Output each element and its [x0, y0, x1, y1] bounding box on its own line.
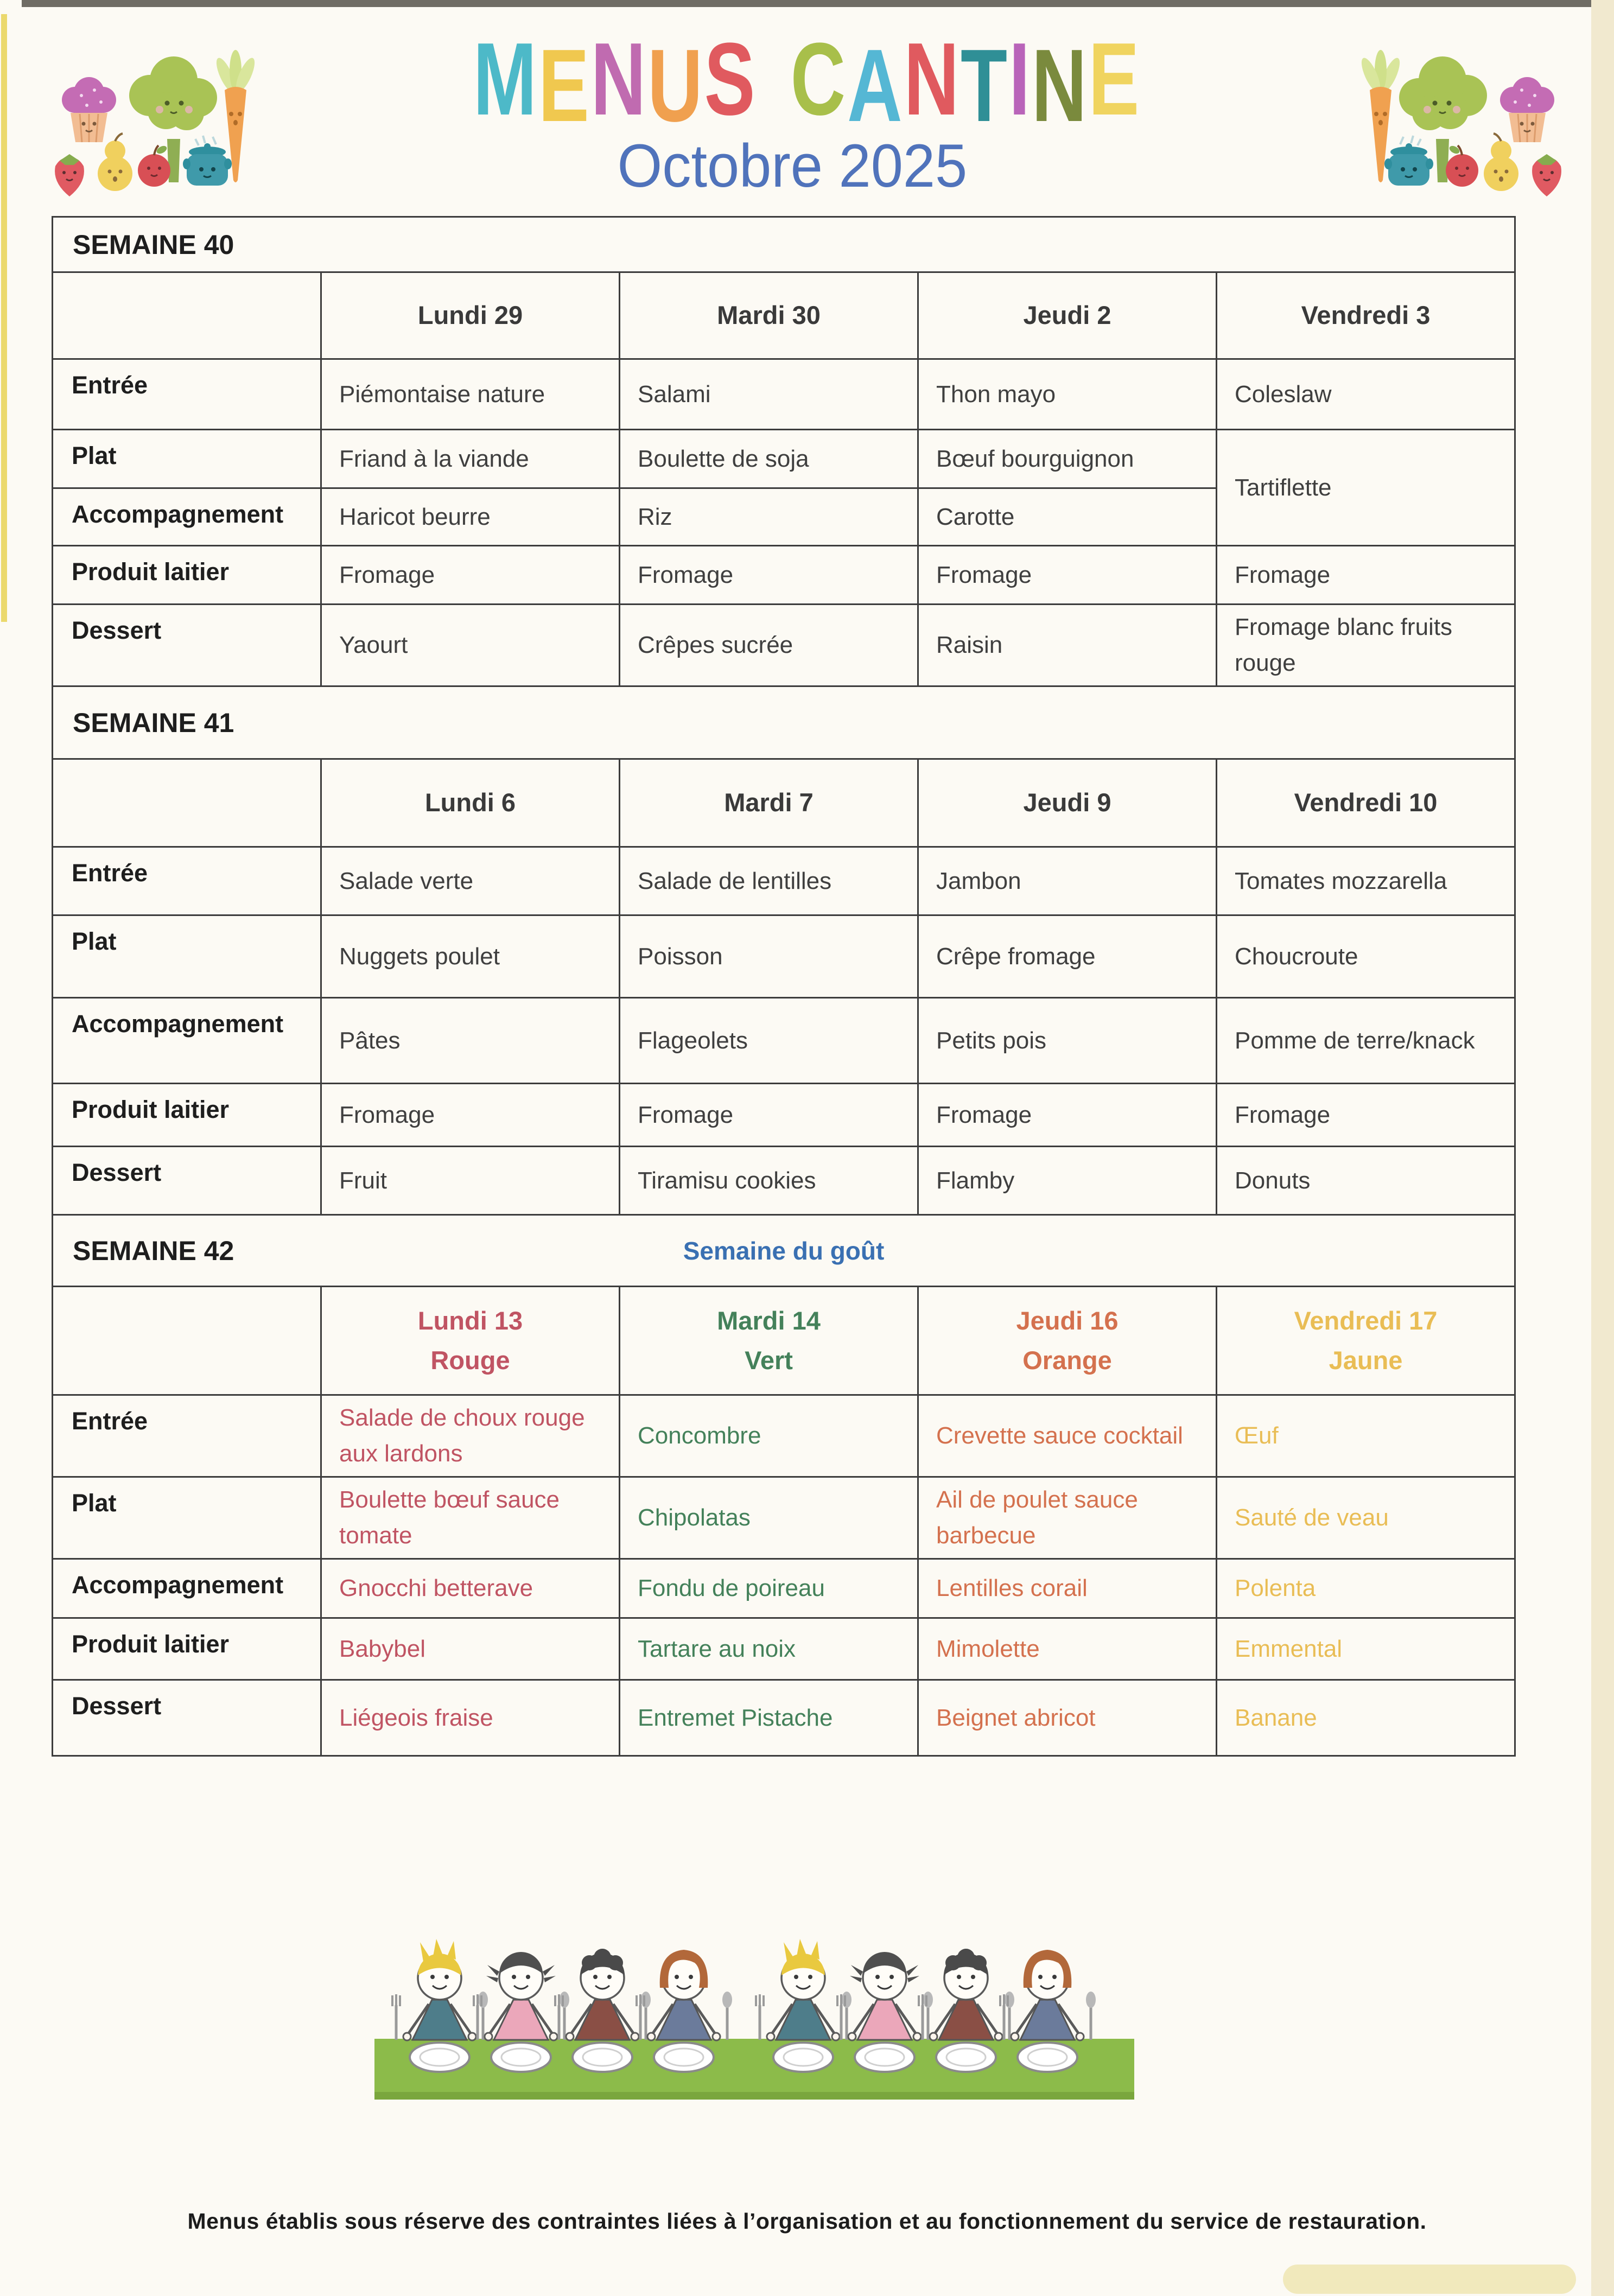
title-letter: N — [1031, 28, 1089, 143]
day-header — [1217, 272, 1515, 359]
week-label: SEMAINE 40 — [73, 229, 234, 260]
children-at-table-illustration — [374, 1924, 1134, 2103]
week-band — [53, 217, 1515, 272]
menu-cell: Tomates mozzarella — [1217, 847, 1515, 915]
title-letter: E — [538, 28, 591, 143]
plate — [773, 2043, 833, 2072]
menu-cell: Gnocchi betterave — [321, 1559, 620, 1618]
menu-cell: Yaourt — [321, 605, 620, 686]
menu-cell: Salami — [620, 359, 918, 430]
menu-cell: Fruit — [321, 1147, 620, 1215]
menu-cell: Liégeois fraise — [321, 1680, 620, 1756]
menu-cell: Tartare au noix — [620, 1618, 918, 1680]
plate — [410, 2043, 469, 2072]
title-letter: T — [961, 28, 1009, 143]
row-header: Dessert — [53, 1147, 321, 1215]
day-theme-color-label: Vert — [745, 1345, 793, 1375]
menu-cell: Pâtes — [321, 998, 620, 1084]
menu-cell: Flageolets — [620, 998, 918, 1084]
page-title — [473, 22, 1141, 143]
day-header — [918, 1287, 1217, 1395]
menu-cell: Fromage — [321, 546, 620, 605]
menu-cell: Donuts — [1217, 1147, 1515, 1215]
menu-tables — [0, 216, 1516, 1757]
day-label: Lundi 13 — [417, 1306, 523, 1335]
title-letter: M — [473, 22, 538, 137]
day-header — [620, 272, 918, 359]
menu-cell: Thon mayo — [918, 359, 1217, 430]
menu-cell: Fromage — [918, 1084, 1217, 1147]
day-header — [321, 759, 620, 847]
menu-cell: Boulette bœuf sauce tomate — [321, 1477, 620, 1559]
day-label: Jeudi 9 — [1023, 788, 1111, 817]
scan-artifact-right — [1591, 0, 1614, 2296]
menu-cell: Friand à la viande — [321, 430, 620, 488]
title-letter: N — [590, 22, 648, 137]
plate — [855, 2043, 914, 2072]
menu-cell: Chipolatas — [620, 1477, 918, 1559]
title-letter: E — [1088, 22, 1141, 137]
menu-cell: Jambon — [918, 847, 1217, 915]
day-label: Vendredi 3 — [1301, 301, 1431, 330]
menu-cell: Polenta — [1217, 1559, 1515, 1618]
plate — [1018, 2043, 1077, 2072]
menu-cell: Bœuf bourguignon — [918, 430, 1217, 488]
day-label: Lundi 6 — [424, 788, 516, 817]
menu-cell: Tiramisu cookies — [620, 1147, 918, 1215]
menu-cell: Tartiflette — [1217, 430, 1515, 546]
day-label: Vendredi 10 — [1294, 788, 1438, 817]
menu-cell: Entremet Pistache — [620, 1680, 918, 1756]
day-theme-color-label: Rouge — [430, 1345, 510, 1375]
menu-cell: Carotte — [918, 488, 1217, 546]
menu-cell: Salade verte — [321, 847, 620, 915]
row-header: Plat — [53, 915, 321, 998]
menu-cell: Petits pois — [918, 998, 1217, 1084]
menu-cell: Ail de poulet sauce barbecue — [918, 1477, 1217, 1559]
menu-cell: Fromage — [321, 1084, 620, 1147]
menu-cell: Riz — [620, 488, 918, 546]
menu-cell: Poisson — [620, 915, 918, 998]
scan-artifact-corner — [1283, 2265, 1576, 2294]
green-table — [374, 2039, 1134, 2096]
title-letter: S — [704, 22, 757, 137]
menu-cell: Banane — [1217, 1680, 1515, 1756]
row-header: Dessert — [53, 1680, 321, 1756]
food-icons-right — [1219, 25, 1588, 209]
week-note: Semaine du goût — [683, 1236, 885, 1265]
week-label: SEMAINE 41 — [73, 707, 234, 738]
menu-cell: Fromage — [1217, 546, 1515, 605]
day-theme-color-label: Orange — [1022, 1345, 1112, 1375]
menu-cell: Salade de lentilles — [620, 847, 918, 915]
menu-cell: Babybel — [321, 1618, 620, 1680]
menu-cell: Fromage blanc fruits rouge — [1217, 605, 1515, 686]
day-label: Jeudi 2 — [1023, 301, 1111, 330]
row-header: Entrée — [53, 847, 321, 915]
row-header: Entrée — [53, 359, 321, 430]
apple-icon — [138, 144, 170, 187]
page-subtitle: Octobre 2025 — [617, 132, 968, 200]
menu-cell: Beignet abricot — [918, 1680, 1217, 1756]
menu-cell: Lentilles corail — [918, 1559, 1217, 1618]
week-table-semaine-42 — [52, 1214, 1516, 1757]
menu-cell: Salade de choux rouge aux lardons — [321, 1395, 620, 1477]
day-label: Mardi 7 — [724, 788, 814, 817]
week-label: SEMAINE 42 — [73, 1235, 234, 1266]
title-letter: A — [847, 28, 904, 143]
corner-cell — [53, 272, 321, 359]
plate — [491, 2043, 551, 2072]
menu-cell: Crevette sauce cocktail — [918, 1395, 1217, 1477]
menu-cell: Pomme de terre/knack — [1217, 998, 1515, 1084]
menu-cell: Emmental — [1217, 1618, 1515, 1680]
menu-cell: Piémontaise nature — [321, 359, 620, 430]
pear-icon — [98, 133, 132, 191]
menu-cell: Coleslaw — [1217, 359, 1515, 430]
menu-cell: Mimolette — [918, 1618, 1217, 1680]
page-header — [0, 0, 1614, 216]
strawberry-icon — [55, 154, 84, 196]
cupcake-icon — [62, 77, 116, 142]
week-band — [53, 686, 1515, 759]
title-letter: I — [1008, 22, 1032, 137]
menu-cell: Choucroute — [1217, 915, 1515, 998]
food-icons-left — [28, 25, 397, 209]
row-header: Plat — [53, 1477, 321, 1559]
day-header — [620, 759, 918, 847]
menu-cell: Fromage — [620, 546, 918, 605]
day-header — [918, 759, 1217, 847]
row-header: Dessert — [53, 605, 321, 686]
plate — [573, 2043, 632, 2072]
row-header: Accompagnement — [53, 1559, 321, 1618]
title-letter: U — [647, 28, 704, 143]
menu-cell: Boulette de soja — [620, 430, 918, 488]
week-table-semaine-40 — [52, 216, 1516, 687]
plate — [654, 2043, 714, 2072]
day-label: Mardi 30 — [717, 301, 821, 330]
plate — [936, 2043, 996, 2072]
corner-cell — [53, 759, 321, 847]
menu-cell: Nuggets poulet — [321, 915, 620, 998]
day-label: Lundi 29 — [417, 301, 523, 330]
menu-cell: Fondu de poireau — [620, 1559, 918, 1618]
menu-cell: Concombre — [620, 1395, 918, 1477]
pot-icon — [183, 136, 232, 186]
day-label: Vendredi 17 — [1294, 1306, 1438, 1335]
day-header — [1217, 1287, 1515, 1395]
row-header: Accompagnement — [53, 488, 321, 546]
title-letter: C — [790, 22, 848, 137]
row-header: Entrée — [53, 1395, 321, 1477]
row-header: Produit laitier — [53, 1618, 321, 1680]
row-header: Accompagnement — [53, 998, 321, 1084]
day-header — [918, 272, 1217, 359]
row-header: Produit laitier — [53, 1084, 321, 1147]
row-header: Produit laitier — [53, 546, 321, 605]
menu-cell: Fromage — [620, 1084, 918, 1147]
title-letter: N — [904, 22, 961, 137]
day-header — [620, 1287, 918, 1395]
day-label: Mardi 14 — [717, 1306, 821, 1335]
day-header — [321, 1287, 620, 1395]
menu-cell: Crêpes sucrée — [620, 605, 918, 686]
day-header — [321, 272, 620, 359]
week-table-semaine-41 — [52, 685, 1516, 1216]
menu-cell: Raisin — [918, 605, 1217, 686]
corner-cell — [53, 1287, 321, 1395]
day-theme-color-label: Jaune — [1329, 1345, 1403, 1375]
menu-cell: Crêpe fromage — [918, 915, 1217, 998]
footer-note: Menus établis sous réserve des contraintes liées à l’organisation et au fonctionnement du service de restauration. — [187, 2209, 1427, 2234]
menu-cell: Œuf — [1217, 1395, 1515, 1477]
menu-cell: Haricot beurre — [321, 488, 620, 546]
week-band — [53, 1215, 1515, 1287]
row-header: Plat — [53, 430, 321, 488]
day-header — [1217, 759, 1515, 847]
menu-cell: Fromage — [918, 546, 1217, 605]
menu-cell: Sauté de veau — [1217, 1477, 1515, 1559]
menu-cell: Fromage — [1217, 1084, 1515, 1147]
day-label: Jeudi 16 — [1016, 1306, 1119, 1335]
menu-cell: Flamby — [918, 1147, 1217, 1215]
